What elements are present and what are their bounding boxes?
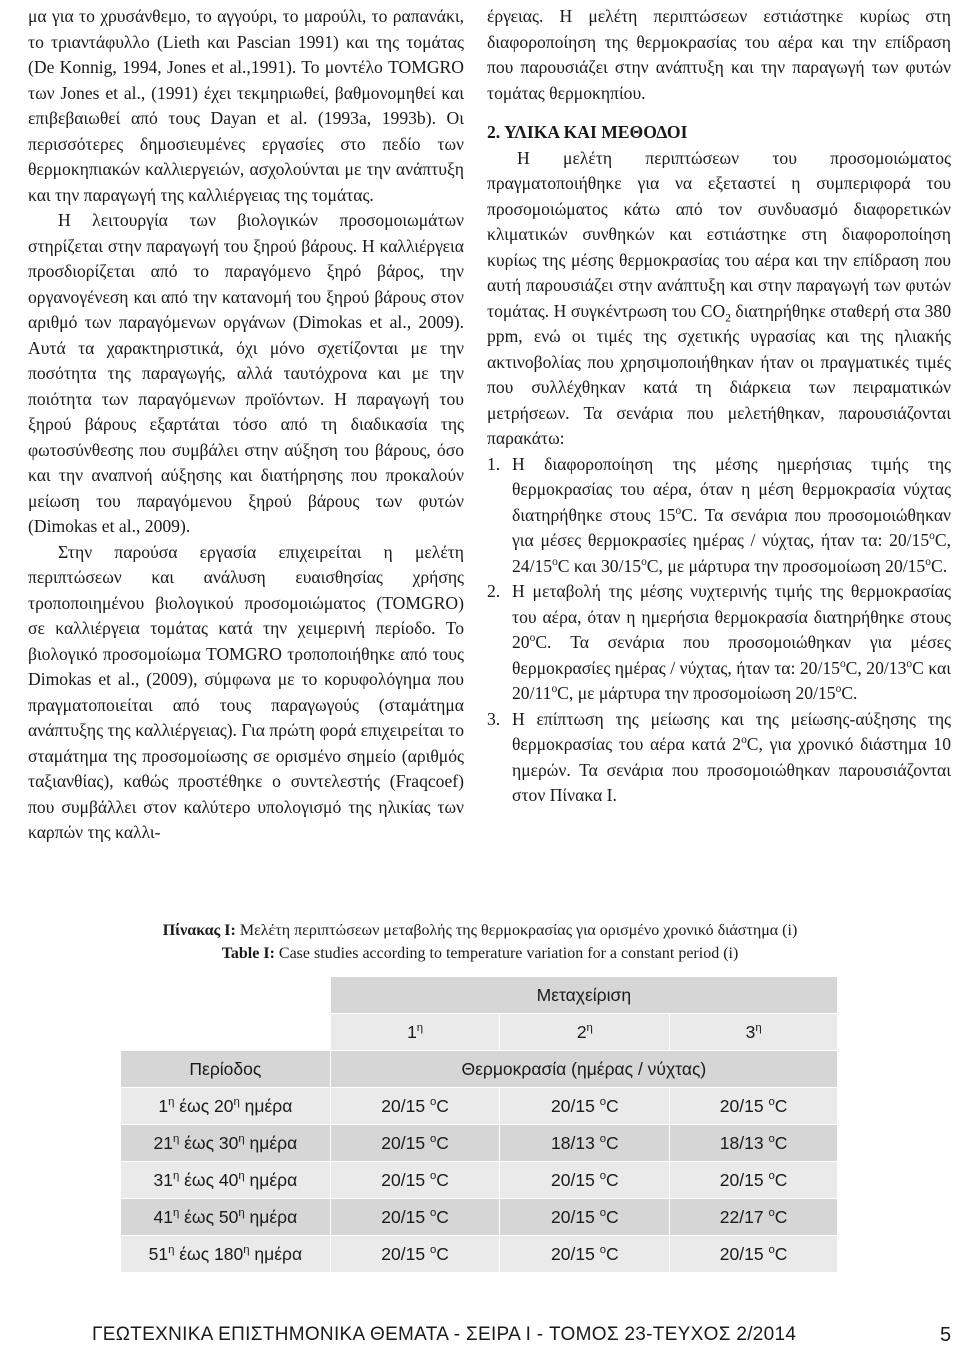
text: C, με μάρτυρα την προσομοίωση 20/15 [646,555,926,576]
running-footer: ΓΕΩΤΕΧΝΙΚΑ ΕΠΙΣΤΗΜΟΝΙΚΑ ΘΕΜΑΤΑ - ΣΕΙΡΑ I - ΤΟΜΟΣ 23-ΤΕΥΧΟΣ 2/2014 [92,1324,797,1345]
superscript: η [243,1243,250,1256]
text: 31 [153,1169,173,1190]
superscript: η [416,1021,424,1034]
list-number: 2. [487,581,501,601]
text: ημέρα [249,1243,303,1264]
table-row [121,1125,838,1162]
degree-sign: ο [768,1132,775,1145]
temperature-cell [500,1162,670,1199]
list-item [487,452,951,580]
caption-label: Πίνακας I: [162,922,236,939]
list-number: 3. [487,708,501,729]
unit: C [436,1243,449,1264]
list-number: 1. [487,453,501,474]
left-column [28,4,464,846]
text: έως [179,1132,219,1153]
superscript: η [172,1206,180,1219]
text: έως [179,1206,219,1227]
degree-sign: ο [429,1243,437,1256]
text: C, για χρονικό διάστημα 10 ημερών. Τα σενάρια που προσομοιώθηκαν παρουσιάζονται στον Πίνακα I. [512,734,951,805]
degree-sign: ο [641,555,647,568]
text: 20/15 [551,1206,595,1227]
temperature-cell [670,1199,838,1236]
unit: C [606,1206,619,1227]
superscript: η [172,1132,180,1145]
text: C, 24/15 [512,530,951,576]
temperature-cell [670,1236,838,1273]
text: 41 [153,1206,173,1227]
temperature-cell [330,1125,500,1162]
period-cell [121,1199,331,1236]
superscript: η [755,1021,762,1034]
paragraph: Η λειτουργία των βιολογικών προσομοιωμάτων στηρίζεται στην παραγωγή του ξηρού βάρους. Η καλλιέργεια προσδιορίζεται από το παραγόμενο ξηρό βάρος, την οργανογένεση και από την κατανομή του ξηρού βάρους στον αριθμό των παραγόμενων οργάνων (Dimokas et al., 2009). Αυτά τα χαρακτηριστικά, όχι μόνο σχετίζονται με την ποσότητα της παραγωγής, αλλά ταυτόχρονα και με την ποιότητα των παραγόμενων προϊόντων. Η παραγωγή του ξηρού βάρους εξαρτάται τόσο από τη διαδικασία της φωτοσύνθεσης που συμβάλει στην αύξηση του βάρους, όσο και την αναπνοή αύξησης και διατήρησης που προκαλούν μείωση του παραγόμενου ξηρού βάρους των φυτών (Dimokas et al., 2009). [28,210,464,536]
degree-sign: ο [551,683,558,696]
unit: C [606,1095,619,1116]
text: C και 30/15 [557,555,642,576]
text: C. Τα σενάρια που προσομοιώθηκαν για μέσες θερμοκρασίες ημέρας / νύχτας, ήταν τα: 20/15 [512,504,951,550]
table-caption-english [0,943,960,965]
text: 20/15 [551,1169,595,1190]
superscript: η [238,1132,245,1145]
treatment-col-2 [500,1014,670,1051]
section-heading: 2. ΥΛΙΚΑ ΚΑΙ ΜΕΘΟΔΟΙ [487,122,688,142]
table-header-row [121,977,838,1014]
degree-sign: ο [768,1095,775,1108]
period-header: Περίοδος [121,1051,331,1088]
text: 20/15 [381,1206,426,1227]
text: διατηρήθηκε σταθερή στα 380 ppm, ενώ οι τιμές της σχετικής υγρασίας και της ηλιακής ακτινοβολίας που χρησιμοποιήθηκαν ήταν οι πραγματικές τιμές που συλλέχθηκαν κατά τη διάρκεια των πειραματικών μετρήσεων. Τα σενάρια που μελετήθηκαν, παρουσιάζονται παρακάτω: [487,300,951,448]
paragraph: μα για το χρυσάνθεμο, το αγγούρι, το μαρούλι, το ραπανάκι, το τριαντάφυλλο (Lieth και Pascian 1991) και της τομάτας (De Konnig, 1994, Jones et al.,1991). Το μοντέλο TOMGRO των Jones et al., (1991) έχει τεκμηριωθεί, βαθμονομηθεί και επιβεβαιωθεί από τους Dayan et al. (1993a, 1993b). Οι περισσότερες δημοσιευμένες εργασίες στο πεδίο των θερμοκηπιακών καλλιεργειών, ασχολούνται με την ανάπτυξη και την παραγωγή της καλλιέργειας της τομάτας. [28,6,464,205]
text: 2 [576,1021,587,1042]
text: 20/15 [719,1095,764,1116]
temperature-table [120,976,838,1273]
temperature-cell [330,1199,500,1236]
text: 18/13 [551,1132,595,1153]
degree-sign: ο [599,1169,607,1182]
degree-sign: ο [429,1095,437,1108]
text: Η μεταβολή της μέσης νυχτερινής τιμής της θερμοκρασίας του αέρα, όταν η ημερήσια θερμοκρασία διατηρήθηκε στους 20 [512,581,951,652]
temperature-cell [500,1088,670,1125]
degree-sign: ο [599,1243,607,1256]
right-column [487,4,951,809]
table-row [121,1088,838,1125]
temperature-cell [670,1162,838,1199]
degree-sign: ο [768,1169,775,1182]
treatment-col-3 [670,1014,838,1051]
degree-sign: ο [599,1095,607,1108]
table-i [120,976,838,1273]
caption-label: Table I: [221,945,275,962]
text: C, με μάρτυρα την προσομοίωση 20/15 [557,683,836,703]
unit: C [606,1132,619,1153]
superscript: η [586,1021,593,1034]
degree-sign: ο [929,530,935,543]
degree-sign: ο [839,657,846,670]
paragraph: Στην παρούσα εργασία επιχειρείται η μελέτη περιπτώσεων και ανάλυση ευαισθησίας χρήσης τροποποιημένου βιολογικού προσομοιώματος (TOMGRO) σε καλλιέργεια τομάτας κατά την χειμερινή περίοδο. Το βιολογικό προσομοίωμα TOMGRO τροποποιήθηκε από τους Dimokas et al., (2009), σύμφωνα με το κορυφολόγημα που πραγματοποιείται από τους παραγωγούς (σταμάτημα ανάπτυξης της καλλιέργειας). Για πρώτη φορά επιχειρείται το σταμάτημα της προσομοίωσης σε ορισμένο σημείο (αριθμός ταξιανθίας), καθώς προστέθηκε ο συντελεστής (Fraqcoef) που συμβάλλει στον καλύτερο υπολογισμό της ηλικίας των καρπών της καλλι- [28,541,464,842]
text: 30 [218,1132,239,1153]
text: έως [174,1095,215,1116]
treatment-col-1 [330,1014,500,1051]
temperature-cell [330,1088,500,1125]
paragraph: έργειας. Η μελέτη περιπτώσεων εστιάστηκε κυρίως στη διαφοροποίηση της θερμοκρασίας του αέρα και την επίδραση που παρουσιάζει στην ανάπτυξη και την παραγωγή των φυτών τομάτας θερμοκηπίου. [487,6,951,103]
text: Η διαφοροποίηση της μέσης ημερήσιας τιμής της θερμοκρασίας του αέρα, όταν η μέση θερμοκρασία νύχτας διατηρήθηκε στους 15 [512,453,951,525]
degree-sign: ο [529,632,536,645]
period-cell [121,1236,331,1273]
unit: C [774,1169,788,1190]
scenario-list [487,452,951,809]
degree-sign: ο [552,555,558,568]
temperature-cell [500,1125,670,1162]
text: ημέρα [244,1206,298,1227]
table-row [121,1199,838,1236]
text: 3 [745,1021,756,1042]
degree-sign: ο [429,1169,437,1182]
unit: C [774,1095,788,1116]
superscript: η [168,1243,175,1256]
unit: C [606,1169,619,1190]
table-header-row [121,1051,838,1088]
list-item [487,707,951,809]
subscript: 2 [725,312,731,325]
text: 40 [218,1169,239,1190]
unit: C [436,1169,449,1190]
text: C, 20/13 [845,657,907,678]
degree-sign: ο [429,1206,437,1219]
unit: C [606,1243,619,1264]
temperature-cell [330,1162,500,1199]
text: 50 [218,1206,239,1227]
degree-sign: ο [675,504,682,517]
degree-sign: ο [741,734,747,747]
text: 20/15 [381,1243,426,1264]
text: 20/15 [719,1169,764,1190]
period-cell [121,1088,331,1125]
table-body [121,1088,838,1273]
text: έως [174,1243,215,1264]
text: 20 [214,1095,234,1116]
table-row [121,1236,838,1273]
table-header-row [121,1014,838,1051]
text: Η επίπτωση της μείωσης και της μείωσης-αύξησης της θερμοκρασίας του αέρα κατά 2 [512,708,951,754]
degree-sign: ο [835,683,842,696]
text: 20/15 [551,1095,595,1116]
list-item [487,579,951,707]
superscript: η [238,1206,245,1219]
degree-sign: ο [925,555,931,568]
text: 180 [214,1243,244,1264]
degree-sign: ο [599,1132,607,1145]
empty-cell [121,977,331,1014]
text: 1 [158,1095,169,1116]
text: C. [841,683,858,703]
paragraph [487,146,951,452]
temperature-cell [670,1125,838,1162]
unit: C [774,1206,788,1227]
superscript: η [238,1169,245,1182]
empty-cell [121,1014,331,1051]
text: ημέρα [244,1169,298,1190]
table-caption-greek [0,920,960,942]
degree-sign: ο [768,1206,775,1219]
text: 20/15 [719,1243,764,1264]
text: C και 20/11 [512,657,952,703]
text: C. [930,555,948,576]
caption-text: Μελέτη περιπτώσεων μεταβολής της θερμοκρασίας για ορισμένο χρονικό διάστημα (i) [235,922,798,939]
period-cell [121,1125,331,1162]
degree-sign: ο [768,1243,775,1256]
text: ημέρα [239,1095,293,1116]
text: 21 [153,1132,173,1153]
page-number: 5 [940,1324,952,1346]
text: 20/15 [381,1132,426,1153]
caption-text: Case studies according to temperature variation for a constant period (i) [274,945,739,962]
temperature-cell [500,1199,670,1236]
text: ημέρα [244,1132,298,1153]
unit: C [436,1132,449,1153]
text: 1 [407,1021,417,1042]
text: C. Τα σενάρια που προσομοιώθηκαν για μέσες θερμοκρασίες ημέρας / νύχτας, ήταν τα: 20/15 [512,632,951,678]
text: 20/15 [551,1243,595,1264]
superscript: η [168,1095,175,1108]
degree-sign: ο [599,1206,607,1219]
treatment-header: Μεταχείριση [330,977,837,1014]
text: 22/17 [719,1206,764,1227]
superscript: η [172,1169,180,1182]
text: έως [179,1169,219,1190]
text: 18/13 [719,1132,764,1153]
period-cell [121,1162,331,1199]
unit: C [436,1206,449,1227]
degree-sign: ο [429,1132,437,1145]
temperature-cell [500,1236,670,1273]
unit: C [436,1095,449,1116]
unit: C [774,1132,788,1153]
temperature-header: Θερμοκρασία (ημέρας / νύχτας) [330,1051,837,1088]
superscript: η [233,1095,240,1108]
text: 20/15 [381,1169,426,1190]
text: Η μελέτη περιπτώσεων του προσομοιώματος πραγματοποιήθηκε για να εξεταστεί η συμπεριφορά του προσομοιώματος κάτω από τον συνδυασμό διαφορετικών κλιματικών συνθηκών και εστιάστηκε στη διαφοροποίηση κυρίως της μέσης θερμοκρασίας του αέρα και την επίδραση που αυτή παρουσιάζει στην ανάπτυξη και στην παραγωγή των φυτών τομάτας. Η συγκέντρωση του CO [487,147,951,321]
table-row [121,1162,838,1199]
text: 51 [148,1243,169,1264]
degree-sign: ο [906,657,913,670]
temperature-cell [670,1088,838,1125]
temperature-cell [330,1236,500,1273]
text: 20/15 [381,1095,426,1116]
unit: C [774,1243,788,1264]
